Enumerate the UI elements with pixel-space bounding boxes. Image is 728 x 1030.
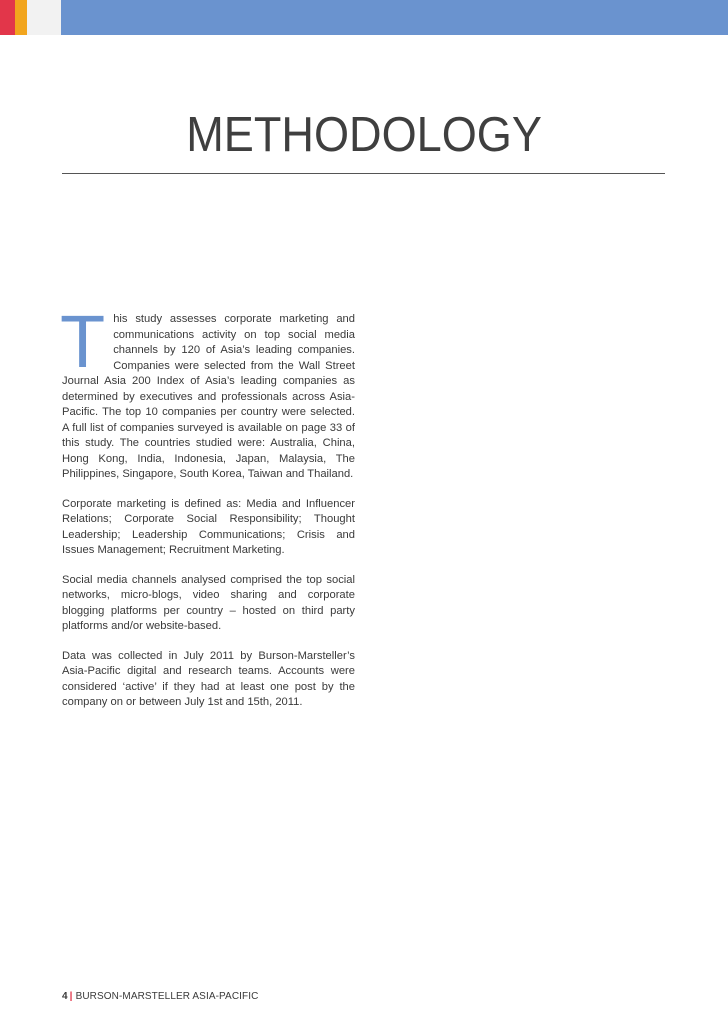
drop-cap: T — [60, 300, 106, 383]
paragraph-corporate-marketing: Corporate marketing is defined as: Media and Influencer Relations; Corporate Social Responsibility; Thought Leadership; Leadership Communications; Crisis and Issues Management; Recruitment Marketing. — [62, 497, 355, 556]
methodology-body — [60, 300, 355, 725]
page-title: METHODOLOGY — [186, 108, 542, 162]
page-footer — [62, 991, 258, 1002]
corner-light-block — [27, 0, 61, 35]
paragraph-data-collection: Data was collected in July 2011 by Burson-Marsteller’s Asia-Pacific digital and research teams. Accounts were considered ‘active’ if they had at least one post by the company on or between July 1st and 15th, 2011. — [62, 649, 355, 708]
footer-separator: | — [69, 991, 73, 1002]
corner-red-block — [0, 0, 15, 35]
top-color-bar — [0, 0, 728, 35]
paragraph-intro-text: his study assesses corporate marketing and communications activity on top social media channels by 120 of Asia’s leading companies. Companies were selected from the Wall Street Journal Asia 200 Index of Asia’s leading companies as determined by executives and professionals across Asia-Pacific. The top 10 companies per country were selected. A full list of companies surveyed is available on page 33 of this study. The countries studied were: Australia, China, Hong Kong, India, Indonesia, Japan, Malaysia, The Philippines, Singapore, South Korea, Taiwan and Thailand. — [62, 313, 355, 480]
paragraph-social-channels: Social media channels analysed comprised the top social networks, micro-blogs, video sharing and corporate blogging platforms per country – hosted on third party platforms and/or website-based. — [62, 573, 355, 632]
footer-publisher: BURSON-MARSTELLER ASIA-PACIFIC — [75, 991, 259, 1002]
title-divider — [62, 173, 665, 174]
page-number: 4 — [62, 991, 68, 1002]
corner-orange-block — [15, 0, 27, 35]
paragraph-intro — [60, 300, 355, 483]
